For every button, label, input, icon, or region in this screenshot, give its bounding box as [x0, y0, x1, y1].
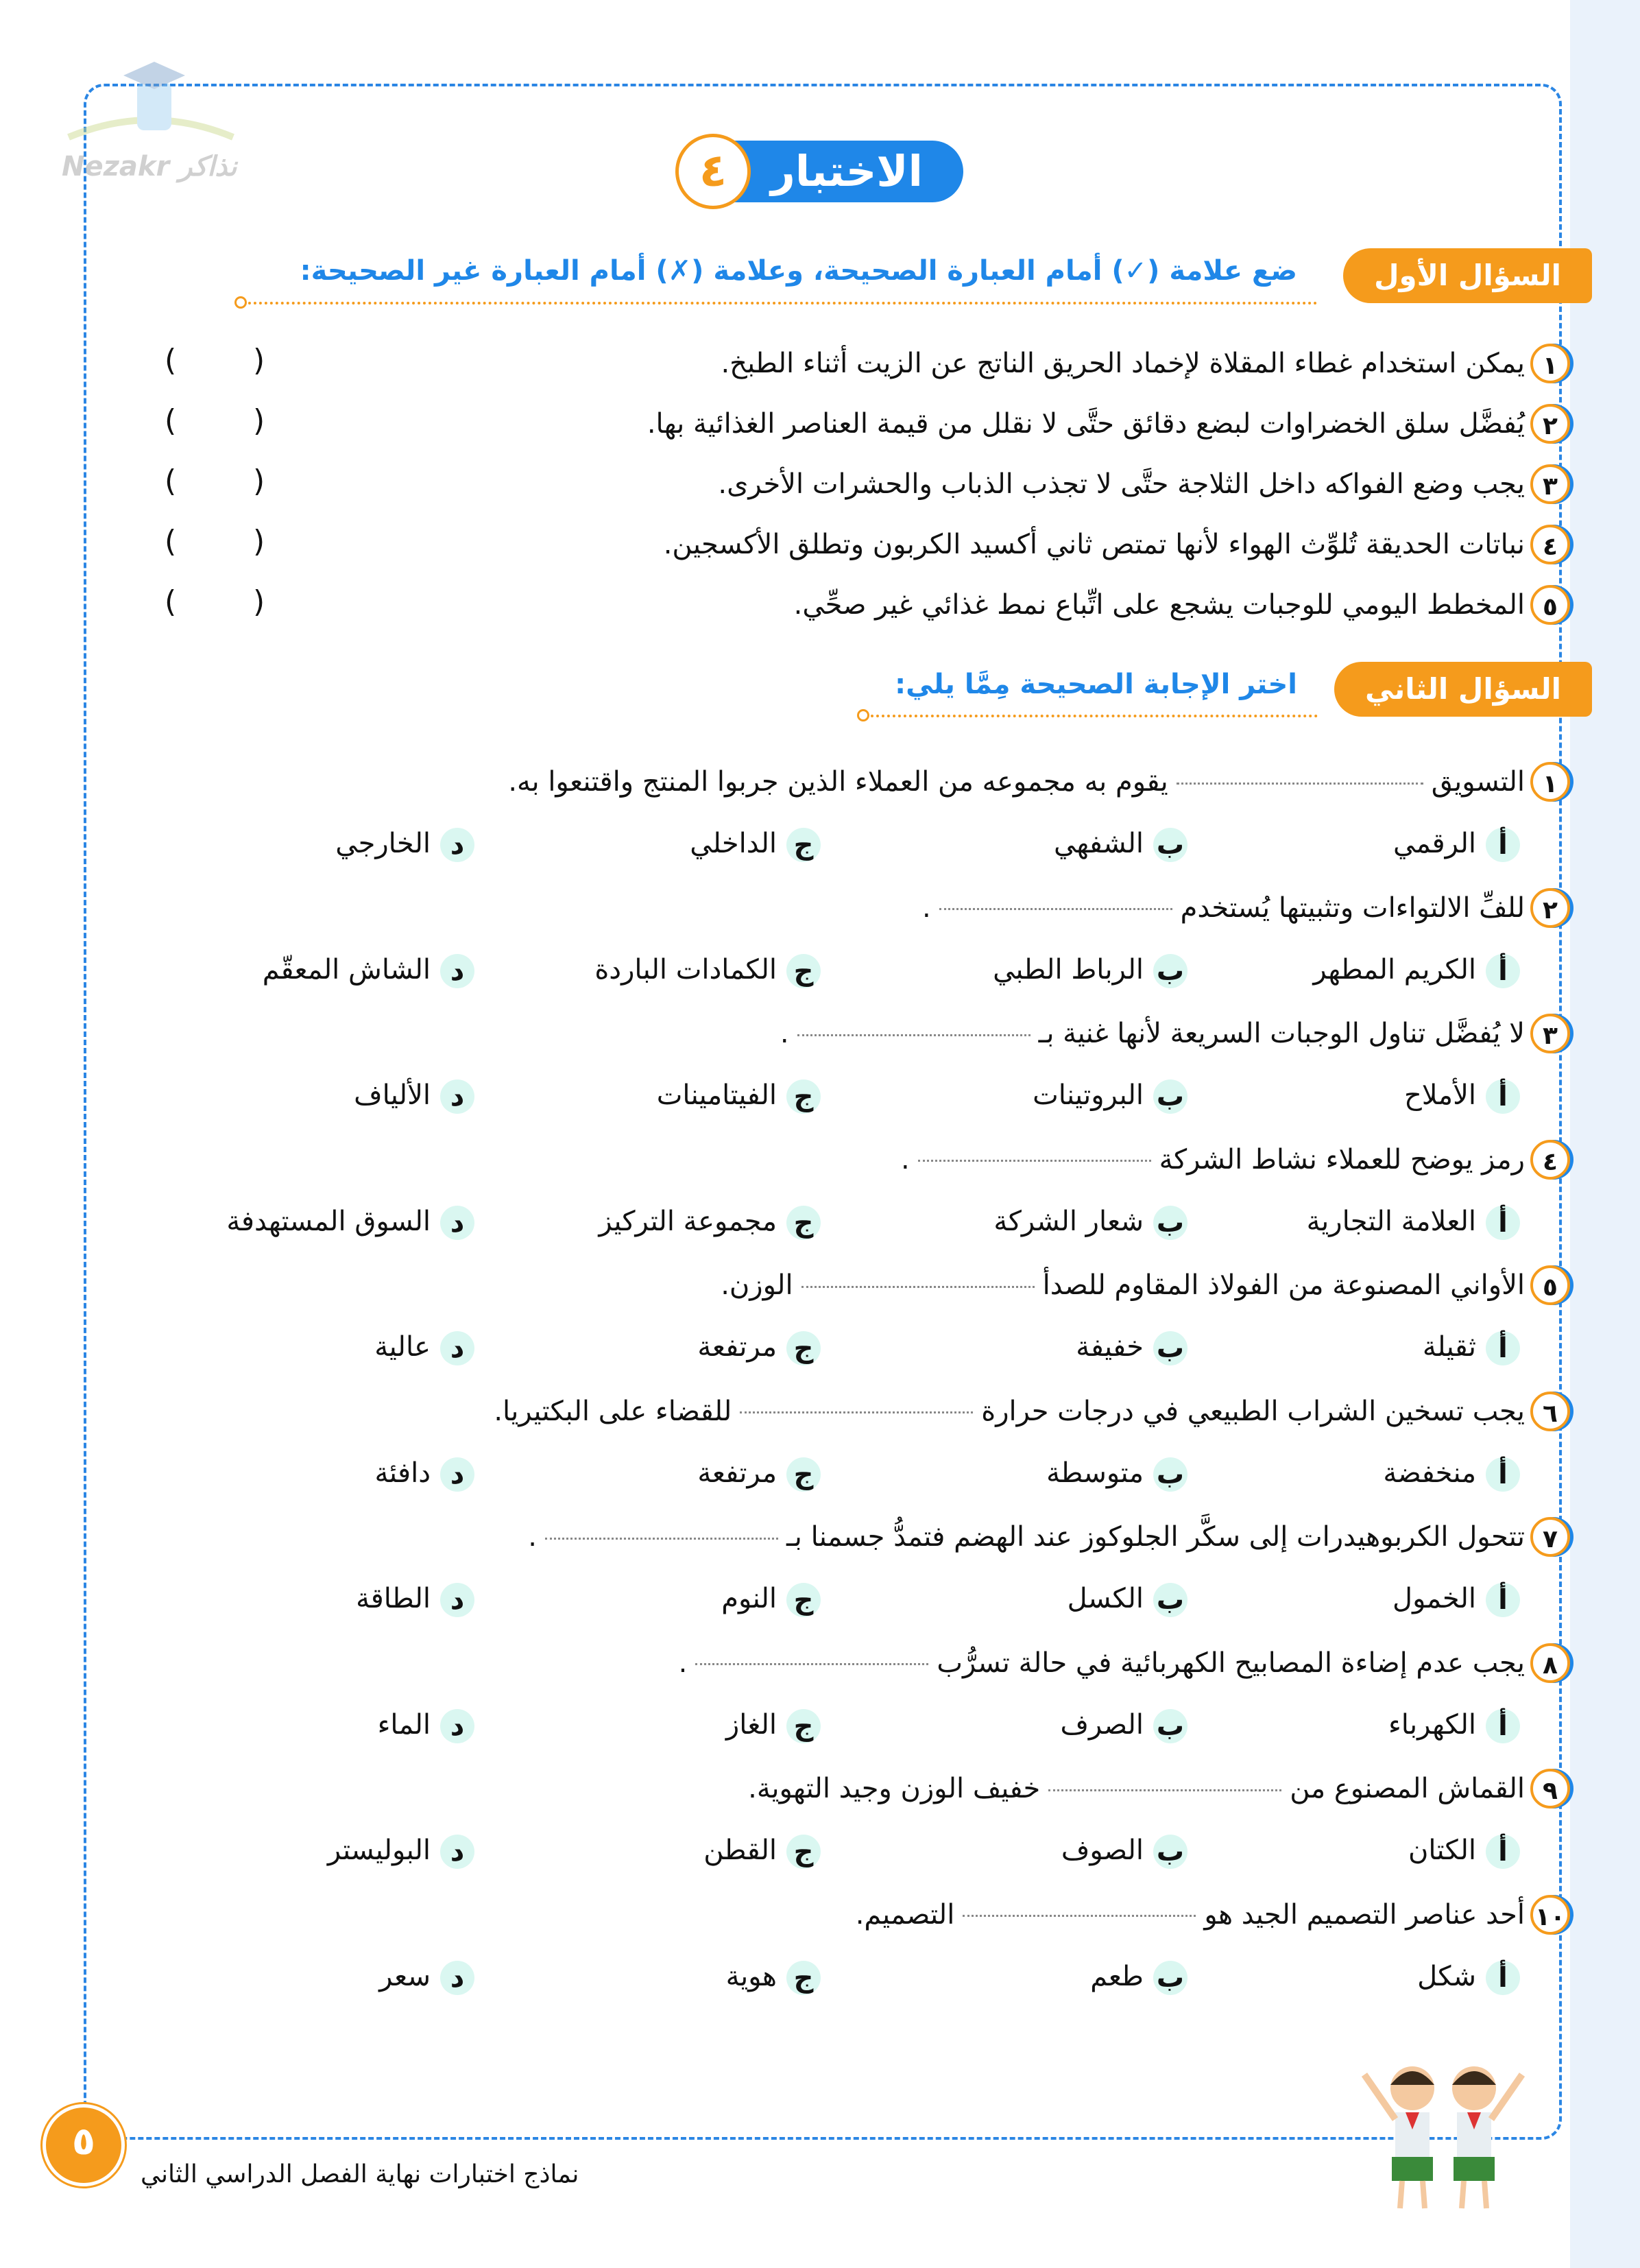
question-number: ٥ — [1530, 585, 1570, 625]
option-text: الغاز — [725, 1708, 777, 1741]
answer-blank[interactable]: ( ) — [165, 584, 265, 619]
divider — [243, 302, 1318, 305]
exam-number: ٤ — [675, 134, 751, 209]
answer-option[interactable] — [1033, 1075, 1187, 1116]
option-text: ثقيلة — [1422, 1331, 1476, 1363]
answer-option[interactable] — [721, 1578, 821, 1619]
option-letter: ب — [1153, 1331, 1187, 1365]
option-text: شعار الشركة — [993, 1205, 1144, 1237]
page-number: ٥ — [43, 2104, 125, 2186]
option-text: الكسل — [1067, 1583, 1144, 1614]
answer-blank[interactable] — [963, 1915, 1196, 1917]
option-letter: أ — [1486, 1583, 1520, 1617]
answer-option[interactable] — [1417, 1956, 1520, 1997]
question-text-before: رمز يوضح للعملاء نشاط الشركة — [1159, 1143, 1525, 1175]
answer-option[interactable] — [379, 1956, 474, 1997]
answer-blank[interactable] — [918, 1160, 1151, 1162]
option-text: الطاقة — [356, 1583, 431, 1614]
question-1-instruction: ضع علامة (✓) أمام العبارة الصحيحة، وعلامة (✗) أمام العبارة غير الصحيحة: — [300, 255, 1297, 287]
option-text: العلامة التجارية — [1306, 1205, 1476, 1237]
answer-blank[interactable] — [695, 1663, 928, 1665]
graduation-book-icon — [55, 55, 247, 151]
exam-title — [675, 134, 963, 206]
option-text: هوية — [725, 1960, 777, 1992]
option-text: الكتان — [1408, 1835, 1476, 1866]
option-letter: أ — [1486, 1079, 1520, 1114]
option-text: متوسطة — [1046, 1457, 1144, 1489]
nezakr-logo — [55, 55, 247, 185]
option-text: مجموعة التركيز — [599, 1205, 777, 1237]
answer-option[interactable] — [328, 1830, 474, 1871]
answer-blank[interactable] — [801, 1286, 1035, 1288]
option-letter: د — [440, 1709, 474, 1743]
question-number: ٤ — [1530, 1140, 1570, 1180]
question-2-instruction: اختر الإجابة الصحيحة مِمَّا يلي: — [895, 669, 1297, 700]
answer-option[interactable] — [1060, 1704, 1187, 1745]
answer-blank[interactable] — [545, 1538, 778, 1540]
option-letter: أ — [1486, 954, 1520, 988]
mcq-question — [679, 1643, 1525, 1684]
question-text-after: الوزن. — [721, 1269, 793, 1301]
question-text-before: التسويق — [1431, 766, 1525, 798]
answer-option[interactable] — [1090, 1956, 1187, 1997]
option-text: الرباط الطبي — [993, 953, 1144, 986]
option-text: شكل — [1417, 1960, 1476, 1992]
answer-option[interactable] — [726, 1956, 821, 1997]
question-text-after: التصميم. — [855, 1898, 955, 1931]
answer-blank[interactable] — [1177, 783, 1423, 785]
question-number: ٣ — [1530, 1014, 1570, 1053]
option-text: الرقمي — [1393, 828, 1476, 859]
answer-option[interactable] — [657, 1075, 821, 1116]
children-illustration-icon — [1351, 2054, 1536, 2219]
option-letter: ج — [786, 1079, 821, 1114]
true-false-statement: المخطط اليومي للوجبات يشجع على اتِّباع نمط غذائي غير صحِّي. — [793, 589, 1525, 621]
option-text: الداخلي — [690, 828, 777, 859]
answer-option[interactable] — [1076, 1326, 1187, 1368]
option-letter: ج — [786, 1457, 821, 1492]
mcq-question — [721, 1265, 1525, 1306]
question-text-after: يقوم به مجموعه من العملاء الذين جربوا المنتج واقتنعوا به. — [508, 766, 1168, 798]
question-2-header: السؤال الثاني — [1334, 662, 1592, 717]
answer-option[interactable] — [335, 823, 474, 864]
option-text: خفيفة — [1076, 1331, 1144, 1363]
question-number: ٨ — [1530, 1643, 1570, 1683]
option-letter: ج — [786, 1206, 821, 1240]
option-letter: أ — [1486, 1835, 1520, 1869]
option-letter: أ — [1486, 1709, 1520, 1743]
option-text: السوق المستهدفة — [226, 1205, 431, 1237]
divider — [865, 715, 1318, 717]
answer-option[interactable] — [354, 1075, 474, 1116]
option-text: عالية — [374, 1331, 431, 1363]
answer-option[interactable] — [1388, 1704, 1520, 1745]
question-text-before: يجب تسخين الشراب الطبيعي في درجات حرارة — [981, 1395, 1525, 1427]
answer-option[interactable] — [690, 823, 821, 864]
option-letter: ج — [786, 1583, 821, 1617]
option-letter: ج — [786, 1331, 821, 1365]
divider-dot — [857, 709, 869, 721]
answer-option[interactable] — [1383, 1453, 1520, 1494]
question-text-before: تتحول الكربوهيدرات إلى سكَّر الجلوكوز عند الهضم فتمدُّ جسمنا بـ — [786, 1521, 1525, 1553]
option-letter: أ — [1486, 1961, 1520, 1995]
option-letter: أ — [1486, 1457, 1520, 1492]
answer-option[interactable] — [726, 1704, 821, 1745]
option-letter: د — [440, 1835, 474, 1869]
option-text: الخارجي — [335, 828, 431, 859]
option-letter: ج — [786, 828, 821, 862]
answer-option[interactable] — [993, 949, 1187, 990]
answer-option[interactable] — [1307, 1201, 1520, 1242]
option-letter: ج — [786, 1961, 821, 1995]
option-letter: أ — [1486, 1206, 1520, 1240]
divider-dot — [234, 296, 247, 309]
question-text-after: . — [528, 1521, 537, 1553]
question-text-after: . — [678, 1647, 688, 1679]
question-number: ١٠ — [1530, 1895, 1570, 1935]
option-text: النوم — [721, 1583, 777, 1614]
question-text-before: القماش المصنوع من — [1290, 1773, 1525, 1804]
question-number: ٤ — [1530, 525, 1570, 564]
answer-blank[interactable] — [939, 908, 1172, 910]
option-letter: ب — [1153, 1457, 1187, 1492]
option-text: الخمول — [1392, 1583, 1476, 1614]
answer-option[interactable] — [1404, 1075, 1520, 1116]
question-text-before: الأواني المصنوعة من الفولاذ المقاوم للصدأ — [1042, 1269, 1525, 1301]
question-text-after: خفيف الوزن وجيد التهوية. — [748, 1773, 1041, 1804]
option-letter: ب — [1153, 954, 1187, 988]
logo-text: Nezakr نذاكر — [62, 151, 237, 182]
true-false-statement: يجب وضع الفواكه داخل الثلاجة حتَّى لا تجذب الذباب والحشرات الأخرى. — [718, 468, 1525, 500]
option-letter: د — [440, 828, 474, 862]
option-letter: ب — [1153, 828, 1187, 862]
answer-option[interactable] — [1423, 1326, 1520, 1368]
option-text: الفيتامينات — [656, 1079, 777, 1111]
question-text-before: أحد عناصر التصميم الجيد هو — [1204, 1898, 1525, 1931]
option-text: طعم — [1090, 1960, 1144, 1992]
option-letter: د — [440, 1961, 474, 1995]
answer-option[interactable] — [697, 1453, 821, 1494]
question-number: ١ — [1530, 762, 1570, 802]
answer-option[interactable] — [374, 1453, 474, 1494]
option-text: الصرف — [1060, 1708, 1144, 1741]
question-number: ٢ — [1530, 888, 1570, 928]
mcq-question — [528, 1516, 1525, 1557]
option-text: سعر — [379, 1960, 431, 1992]
question-number: ٣ — [1530, 464, 1570, 504]
question-text-after: . — [921, 892, 931, 924]
answer-option[interactable] — [1061, 1830, 1187, 1871]
true-false-statement: يُفضَّل سلق الخضراوات لبضع دقائق حتَّى لا نقلل من قيمة العناصر الغذائية بها. — [647, 408, 1525, 440]
exam-title-label: الاختبار — [730, 141, 963, 202]
answer-option[interactable] — [374, 1326, 474, 1368]
question-number: ١ — [1530, 344, 1570, 383]
answer-option[interactable] — [1392, 1578, 1520, 1619]
answer-option[interactable] — [1408, 1830, 1520, 1871]
option-text: الماء — [377, 1708, 431, 1741]
option-letter: ب — [1153, 1583, 1187, 1617]
question-text-before: لا يُفضَّل تناول الوجبات السريعة لأنها غنية بـ — [1038, 1018, 1525, 1049]
answer-blank[interactable]: ( ) — [165, 343, 265, 378]
answer-option[interactable] — [599, 1201, 821, 1242]
option-letter: ب — [1153, 1709, 1187, 1743]
answer-option[interactable] — [1313, 949, 1520, 990]
answer-option[interactable] — [1393, 823, 1520, 864]
option-text: البروتينات — [1033, 1079, 1144, 1111]
question-text-after: . — [780, 1018, 789, 1049]
question-text-after: . — [900, 1143, 910, 1175]
mcq-question — [922, 887, 1525, 929]
option-text: الكهرباء — [1388, 1708, 1476, 1741]
mcq-question — [901, 1139, 1525, 1180]
option-letter: أ — [1486, 1331, 1520, 1365]
page-frame — [84, 84, 1562, 2140]
option-letter: د — [440, 1583, 474, 1617]
answer-blank[interactable] — [740, 1411, 973, 1413]
answer-option[interactable] — [1068, 1578, 1187, 1619]
mcq-question — [748, 1768, 1525, 1809]
answer-option[interactable] — [378, 1704, 474, 1745]
option-letter: ب — [1153, 1961, 1187, 1995]
option-text: البوليستر — [327, 1835, 431, 1866]
option-letter: د — [440, 1206, 474, 1240]
footer-text: نماذج اختبارات نهاية الفصل الدراسي الثاني — [141, 2160, 579, 2188]
option-letter: ب — [1153, 1835, 1187, 1869]
answer-option[interactable] — [697, 1326, 821, 1368]
option-letter: د — [440, 1457, 474, 1492]
question-number: ٧ — [1530, 1517, 1570, 1557]
question-text-before: للفِّ الالتواءات وتثبيتها يُستخدم — [1180, 892, 1525, 924]
option-letter: ب — [1153, 1079, 1187, 1114]
option-text: منخفضة — [1383, 1457, 1476, 1489]
question-number: ٢ — [1530, 404, 1570, 444]
answer-option[interactable] — [993, 1201, 1187, 1242]
answer-option[interactable] — [1046, 1453, 1187, 1494]
answer-blank[interactable] — [1048, 1789, 1281, 1791]
question-number: ٥ — [1530, 1265, 1570, 1305]
question-text-after: للقضاء على البكتيريا. — [494, 1395, 732, 1427]
option-letter: ب — [1153, 1206, 1187, 1240]
option-text: الألياف — [354, 1079, 431, 1111]
option-text: الكمادات الباردة — [594, 953, 777, 986]
question-1-header: السؤال الأول — [1343, 248, 1592, 303]
option-text: مرتفعة — [697, 1331, 777, 1363]
true-false-statement: نباتات الحديقة تُلوِّث الهواء لأنها تمتص ثاني أكسيد الكربون وتطلق الأكسجين. — [663, 529, 1525, 560]
question-number: ٩ — [1530, 1769, 1570, 1809]
answer-blank[interactable]: ( ) — [165, 464, 265, 499]
answer-option[interactable] — [1054, 823, 1187, 864]
answer-option[interactable] — [703, 1830, 821, 1871]
true-false-statement: يمكن استخدام غطاء المقلاة لإخماد الحريق الناتج عن الزيت أثناء الطبخ. — [721, 348, 1525, 379]
answer-blank[interactable] — [797, 1034, 1030, 1036]
option-letter: د — [440, 954, 474, 988]
mcq-question — [780, 1013, 1525, 1054]
question-text-before: يجب عدم إضاءة المصابيح الكهربائية في حالة تسرُّب — [937, 1647, 1525, 1679]
option-letter: ج — [786, 954, 821, 988]
answer-blank[interactable]: ( ) — [165, 403, 265, 438]
option-letter: ج — [786, 1835, 821, 1869]
option-text: مرتفعة — [697, 1457, 777, 1489]
answer-option[interactable] — [594, 949, 821, 990]
option-letter: د — [440, 1079, 474, 1114]
question-number: ٦ — [1530, 1392, 1570, 1431]
answer-option[interactable] — [356, 1578, 474, 1619]
answer-option[interactable] — [263, 949, 474, 990]
option-text: القطن — [703, 1835, 777, 1866]
answer-blank[interactable]: ( ) — [165, 524, 265, 559]
mcq-question — [856, 1894, 1525, 1935]
option-text: الأملاح — [1403, 1079, 1476, 1111]
option-letter: أ — [1486, 828, 1520, 862]
option-text: الشفهي — [1054, 828, 1144, 859]
option-text: الشاش المعقّم — [262, 953, 431, 986]
option-letter: د — [440, 1331, 474, 1365]
option-text: الصوف — [1061, 1835, 1144, 1866]
option-letter: ج — [786, 1709, 821, 1743]
option-text: دافئة — [374, 1457, 431, 1489]
mcq-question — [494, 1391, 1525, 1432]
answer-option[interactable] — [226, 1201, 474, 1242]
mcq-question — [508, 761, 1525, 802]
option-text: الكريم المطهر — [1313, 953, 1476, 986]
